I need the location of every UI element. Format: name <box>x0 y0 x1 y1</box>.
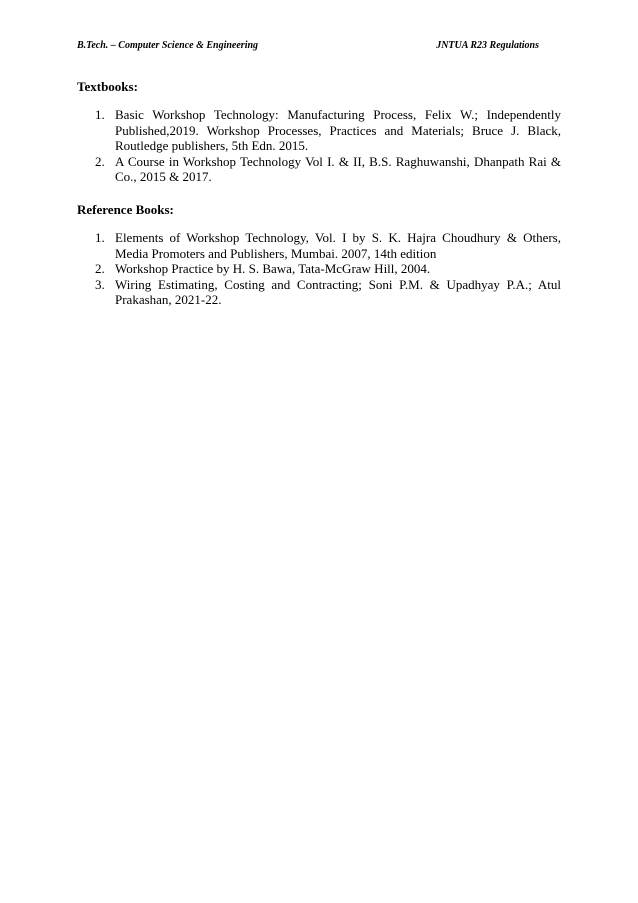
header-regulations: JNTUA R23 Regulations <box>436 40 539 51</box>
list-item-text: Elements of Workshop Technology, Vol. I by S. K. Hajra Choudhury & Others, Media Promoters and Publishers, Mumbai. 2007, 14th edition <box>115 230 561 261</box>
list-item-text: Basic Workshop Technology: Manufacturing Process, Felix W.; Independently Published,2019. Workshop Processes, Practices and Materials; Bruce J. Black, Routledge publishers, 5th Edn. 2015. <box>115 107 561 153</box>
textbooks-list <box>77 107 561 185</box>
list-item-number: 2. <box>95 261 105 276</box>
list-item-text: A Course in Workshop Technology Vol I. & II, B.S. Raghuwanshi, Dhanpath Rai & Co., 2015 & 2017. <box>115 153 561 184</box>
list-item <box>77 261 561 277</box>
list-item <box>77 107 561 154</box>
list-item <box>77 277 561 308</box>
list-item <box>77 230 561 261</box>
list-item-number: 3. <box>95 276 105 292</box>
reference-books-section <box>77 202 561 308</box>
list-item-number: 1. <box>95 107 105 122</box>
reference-books-list <box>77 230 561 308</box>
list-item-number: 2. <box>95 153 105 169</box>
list-item-text: Workshop Practice by H. S. Bawa, Tata-McGraw Hill, 2004. <box>115 261 431 276</box>
page-header <box>77 40 561 54</box>
list-item <box>77 154 561 185</box>
list-item-text: Wiring Estimating, Costing and Contracting; Soni P.M. & Upadhyay P.A.; Atul Prakashan, 2021-22. <box>115 276 561 307</box>
header-program-title: B.Tech. – Computer Science & Engineering <box>77 40 259 51</box>
textbooks-section <box>77 79 561 185</box>
list-item-number: 1. <box>95 230 105 245</box>
textbooks-heading: Textbooks: <box>77 79 138 94</box>
reference-books-heading: Reference Books: <box>77 202 174 217</box>
